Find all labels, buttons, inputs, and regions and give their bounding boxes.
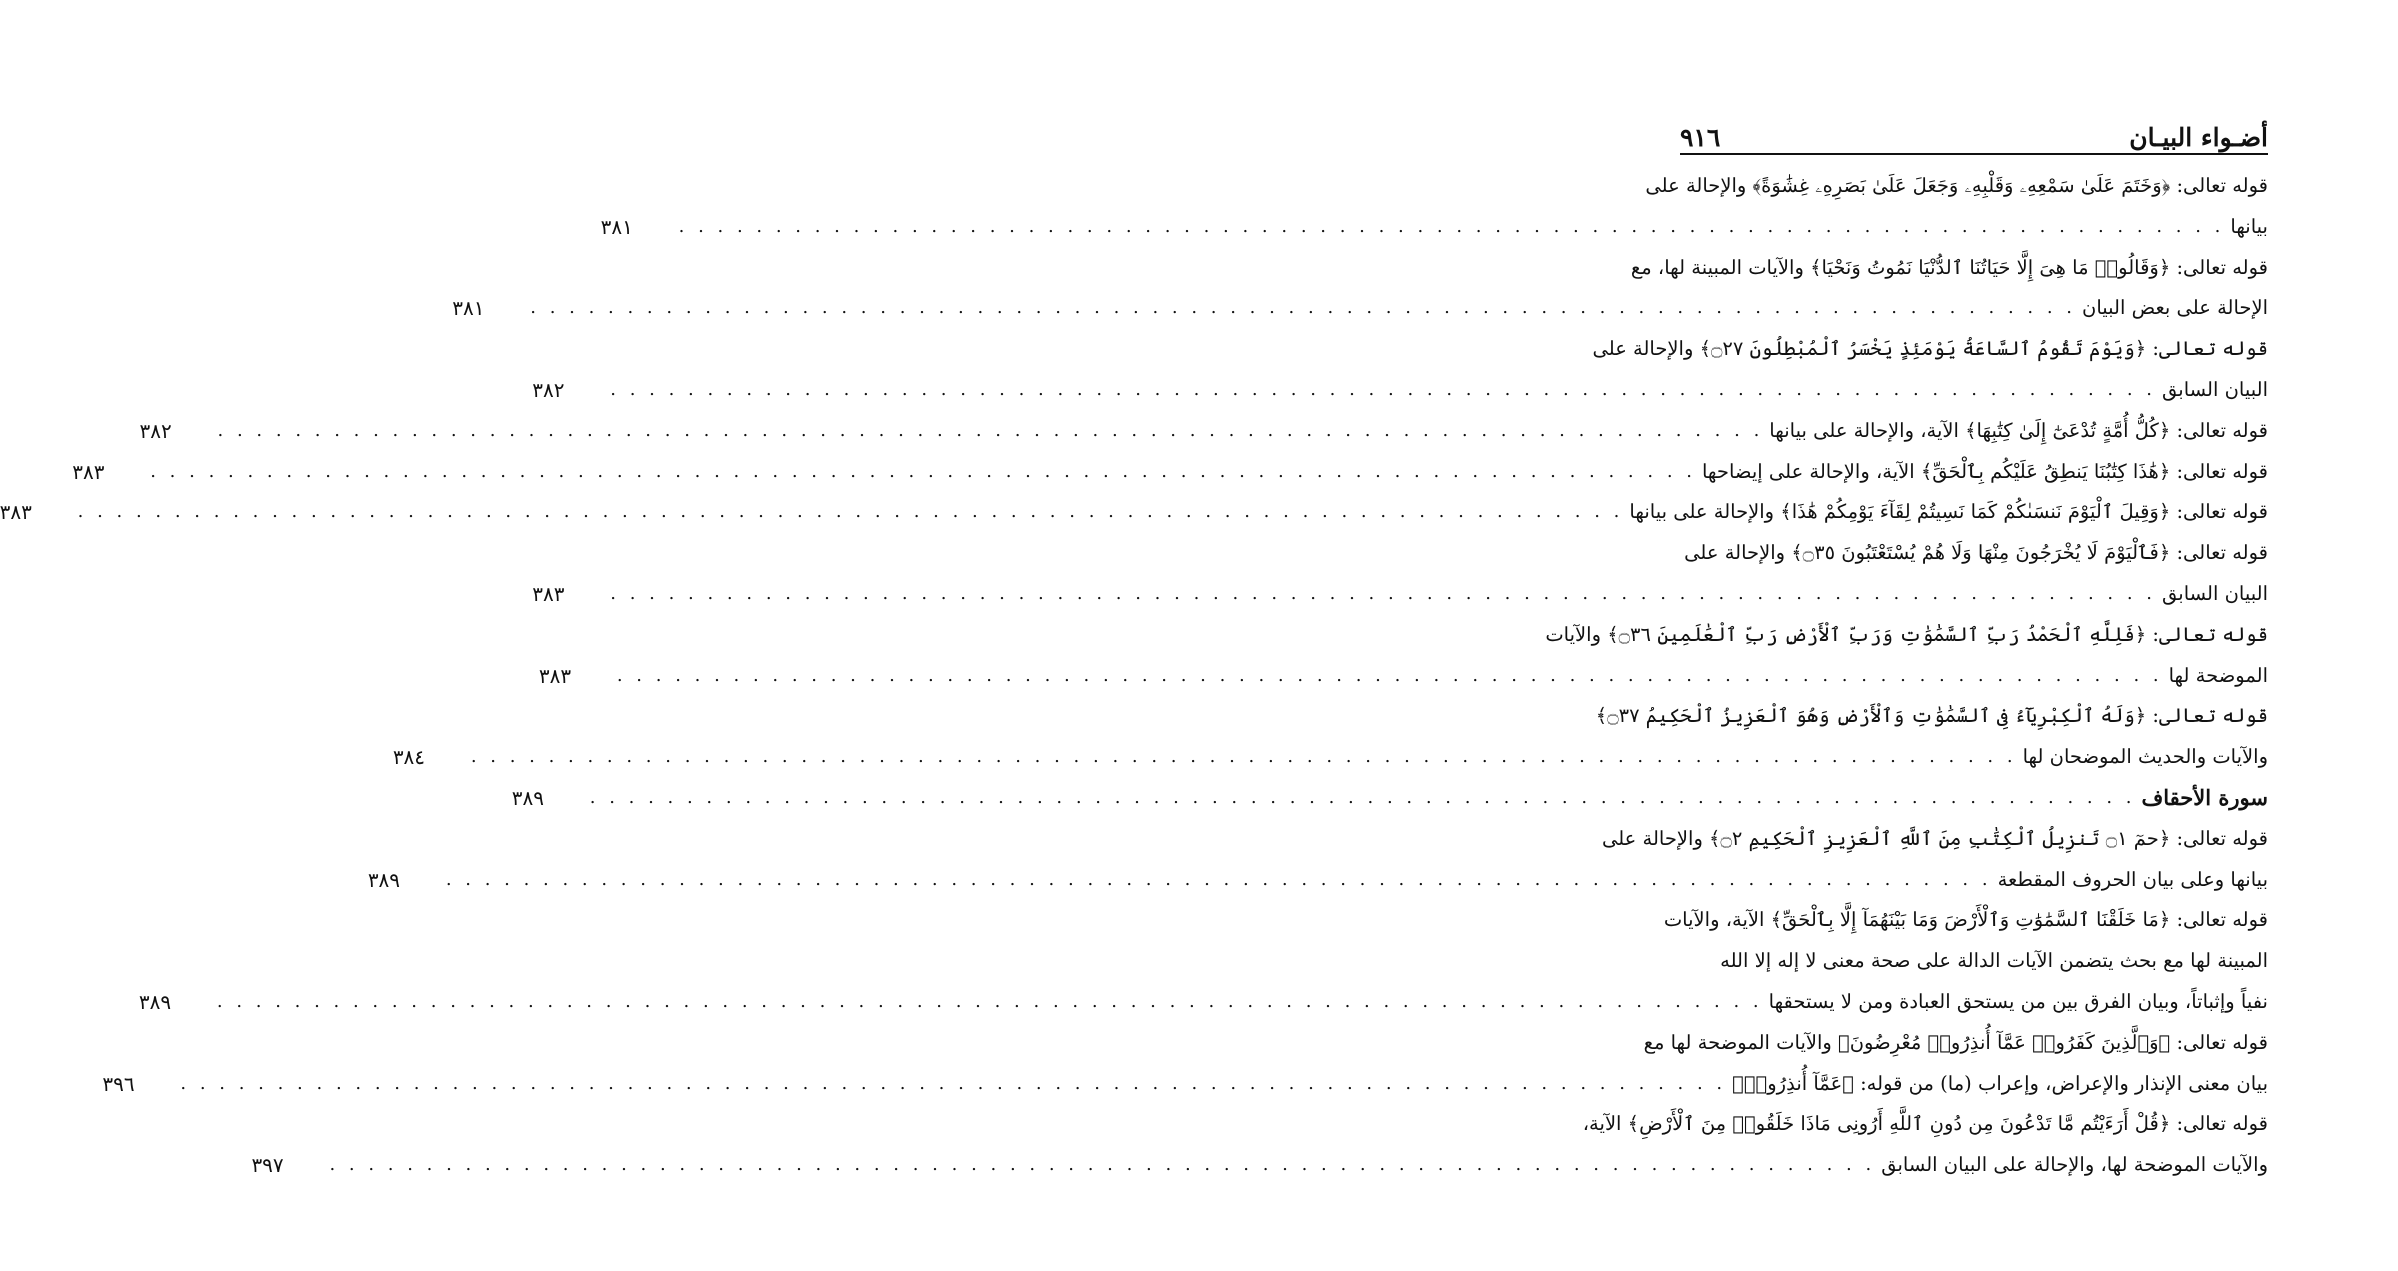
entry-page-number: ٣٨٢ — [139, 418, 172, 443]
toc-entry[interactable] — [392, 696, 2268, 778]
entry-last-line — [600, 207, 2268, 248]
entry-text: البيان السابق — [2162, 581, 2268, 605]
entry-text: والآيات والحديث الموضحان لها — [2022, 745, 2268, 769]
toc-entry[interactable] — [452, 248, 2268, 330]
entry-text: بيانها — [2230, 214, 2268, 238]
entry-text: قوله تعالى: ﴿كُلُّ أُمَّةٍ تُدْعَىٰٓ إِلَىٰ كِتَٰبِهَا﴾ الآية، والإحالة على بيانها — [1769, 418, 2268, 442]
toc-entry[interactable] — [72, 452, 2268, 493]
toc-entry[interactable] — [102, 1023, 2268, 1105]
entry-text: نفياً وإثباتاً، وبيان الفرق بين من يستحق العبادة ومن لا يستحقها — [1768, 989, 2268, 1013]
toc-entry[interactable] — [139, 411, 2268, 452]
entry-text-line: قوله تعالى: ﴿مَا خَلَقْنَا ٱلسَّمَٰوَٰتِ وَٱلْأَرْضَ وَمَا بَيْنَهُمَآ إِلَّا بِٱلْحَقِّ﴾ الآية، والآيات — [1663, 908, 2268, 932]
book-title: أضـواء البيـان — [2129, 123, 2268, 152]
dot-leader: . . . . . . . . . . . . . . . . . . . . . . . . . . . . . . . . . . . . . . . . . . . . . . . . . . . . . . . . . . . . . . . . . . . . . . . . . . . . . . . . — [678, 215, 2225, 237]
entry-text: البيان السابق — [2162, 377, 2268, 401]
dot-leader: . . . . . . . . . . . . . . . . . . . . . . . . . . . . . . . . . . . . . . . . . . . . . . . . . . . . . . . . . . . . . . . . . . . . . . . . . . . . . . . . — [445, 868, 1992, 890]
entry-text: بيانها وعلى بيان الحروف المقطعة — [1997, 867, 2268, 891]
entry-page-number: ٣٨٩ — [367, 867, 401, 892]
entry-page-number: ٣٨١ — [600, 214, 633, 239]
entry-page-number: ٣٩٧ — [251, 1153, 284, 1178]
page-header — [1680, 112, 2268, 152]
entry-page-number: ٣٨٣ — [72, 459, 105, 484]
entry-text-line: قوله تعالى: ﴿وَقَالُوا۟ مَا هِىَ إِلَّا حَيَاتُنَا ٱلدُّنْيَا نَمُوتُ وَنَحْيَا﴾ والآيات المبينة لها، مع — [1630, 255, 2268, 279]
entry-text-line: قوله تعالى: ﴿فَلِلَّهِ ٱلْحَمْدُ رَبِّ ٱلسَّمَٰوَٰتِ وَرَبِّ ٱلْأَرْضِ رَبِّ ٱلْعَٰلَمِينَ ۝٣٦﴾ والآيات — [1545, 622, 2268, 646]
entry-last-line — [139, 411, 2268, 452]
dot-leader: . . . . . . . . . . . . . . . . . . . . . . . . . . . . . . . . . . . . . . . . . . . . . . . . . . . . . . . . . . . . . . . . . . . . . . . . . . . . . . . . — [180, 1072, 1727, 1094]
entry-last-line — [392, 737, 2268, 778]
toc-entry[interactable] — [538, 615, 2268, 697]
entry-text: قوله تعالى: ﴿وَقِيلَ ٱلْيَوْمَ نَنسَىٰكُمْ كَمَا نَسِيتُمْ لِقَآءَ يَوْمِكُمْ هَٰذَا﴾ والإحالة على بيانها — [1629, 500, 2268, 524]
toc-entry[interactable] — [600, 166, 2268, 248]
entry-last-line — [511, 778, 2268, 819]
toc-entry[interactable] — [532, 329, 2268, 411]
table-of-contents — [0, 166, 2268, 1186]
entry-text: الإحالة على بعض البيان — [2082, 296, 2268, 320]
entry-page-number: ٣٨٤ — [392, 745, 426, 770]
entry-page-number: ٣٨١ — [452, 296, 485, 321]
toc-entry[interactable] — [251, 1104, 2268, 1186]
entry-page-number: ٣٩٦ — [102, 1071, 135, 1096]
header-rule — [1680, 153, 2268, 155]
dot-leader: . . . . . . . . . . . . . . . . . . . . . . . . . . . . . . . . . . . . . . . . . . . . . . . . . . . . . . . . . . . . . . . . . . . . . . . . . . . . . . . . — [329, 1154, 1876, 1176]
entry-page-number: ٣٨٩ — [511, 785, 544, 810]
entry-last-line — [367, 860, 2268, 901]
dot-leader: . . . . . . . . . . . . . . . . . . . . . . . . . . . . . . . . . . . . . . . . . . . . . . . . . . . . . . . . . . . . . . . . . . . . . . . . . . . . . . . . — [610, 378, 2157, 400]
toc-entry[interactable] — [0, 492, 2268, 533]
entry-last-line — [251, 1145, 2268, 1186]
entry-text: والآيات الموضحة لها، والإحالة على البيان السابق — [1881, 1153, 2268, 1177]
entry-text-line: قوله تعالى: ﴿وَٱلَّذِينَ كَفَرُوا۟ عَمَّآ أُنذِرُوا۟ مُعْرِضُونَ﴾ والآيات الموضحة لها مع — [1643, 1030, 2268, 1054]
dot-leader: . . . . . . . . . . . . . . . . . . . . . . . . . . . . . . . . . . . . . . . . . . . . . . . . . . . . . . . . . . . . . . . . . . . . . . . . . . . . . . . . — [589, 786, 2136, 808]
toc-entry[interactable] — [138, 900, 2268, 1022]
toc-entry[interactable] — [367, 819, 2268, 901]
dot-leader: . . . . . . . . . . . . . . . . . . . . . . . . . . . . . . . . . . . . . . . . . . . . . . . . . . . . . . . . . . . . . . . . . . . . . . . . . . . . . . . . — [530, 297, 2077, 319]
entry-last-line — [532, 370, 2268, 411]
dot-leader: . . . . . . . . . . . . . . . . . . . . . . . . . . . . . . . . . . . . . . . . . . . . . . . . . . . . . . . . . . . . . . . . . . . . . . . . . . . . . . . . — [610, 582, 2157, 604]
entry-text: قوله تعالى: ﴿هَٰذَا كِتَٰبُنَا يَنطِقُ عَلَيْكُم بِٱلْحَقِّ﴾ الآية، والإحالة على إيضاحها — [1701, 459, 2268, 483]
entry-page-number: ٣٨٣ — [0, 500, 32, 525]
dot-leader: . . . . . . . . . . . . . . . . . . . . . . . . . . . . . . . . . . . . . . . . . . . . . . . . . . . . . . . . . . . . . . . . . . . . . . . . . . . . . . . . — [216, 990, 1763, 1012]
dot-leader: . . . . . . . . . . . . . . . . . . . . . . . . . . . . . . . . . . . . . . . . . . . . . . . . . . . . . . . . . . . . . . . . . . . . . . . . . . . . . . . . — [616, 664, 2163, 686]
entry-last-line — [538, 656, 2268, 697]
entry-last-line — [532, 574, 2268, 615]
entry-text: الموضحة لها — [2168, 663, 2268, 687]
page-number: ٩١٦ — [1680, 123, 1721, 152]
entry-text-line: قوله تعالى: ﴿وَيَوْمَ تَقُومُ ٱلسَّاعَةُ يَوْمَئِذٍ يَخْسَرُ ٱلْمُبْطِلُونَ ۝٢٧﴾ والإحالة على — [1592, 337, 2268, 361]
surah-heading: سورة الأحقاف — [2141, 784, 2268, 810]
dot-leader: . . . . . . . . . . . . . . . . . . . . . . . . . . . . . . . . . . . . . . . . . . . . . . . . . . . . . . . . . . . . . . . . . . . . . . . . . . . . . . . . — [217, 419, 1764, 441]
entry-last-line — [452, 288, 2268, 329]
entry-text-line: قوله تعالى: ﴿وَخَتَمَ عَلَىٰ سَمْعِهِۦ وَقَلْبِهِۦ وَجَعَلَ عَلَىٰ بَصَرِهِۦ غِشَٰوَةً﴾ والإحالة على — [1645, 174, 2268, 197]
entry-page-number: ٣٨٢ — [532, 377, 565, 402]
toc-entry[interactable] — [532, 533, 2268, 615]
entry-text-line: قوله تعالى: ﴿حمٓ ۝١ تَنزِيلُ ٱلْكِتَٰبِ مِنَ ٱللَّهِ ٱلْعَزِيزِ ٱلْحَكِيمِ ۝٢﴾ والإحالة على — [1601, 826, 2268, 850]
entry-page-number: ٣٨٣ — [538, 663, 572, 688]
entry-page-number: ٣٨٩ — [138, 989, 172, 1014]
entry-text: بيان معنى الإنذار والإعراض، وإعراب (ما) من قوله: ﴿عَمَّآ أُنذِرُوا۟﴾ — [1732, 1071, 2268, 1095]
entry-last-line — [0, 492, 2268, 533]
dot-leader: . . . . . . . . . . . . . . . . . . . . . . . . . . . . . . . . . . . . . . . . . . . . . . . . . . . . . . . . . . . . . . . . . . . . . . . . . . . . . . . . — [77, 501, 1624, 523]
dot-leader: . . . . . . . . . . . . . . . . . . . . . . . . . . . . . . . . . . . . . . . . . . . . . . . . . . . . . . . . . . . . . . . . . . . . . . . . . . . . . . . . — [150, 460, 1696, 482]
entry-text-line: قوله تعالى: ﴿فَٱلْيَوْمَ لَا يُخْرَجُونَ مِنْهَا وَلَا هُمْ يُسْتَعْتَبُونَ ۝٣٥﴾ والإحالة على — [1684, 541, 2268, 565]
dot-leader: . . . . . . . . . . . . . . . . . . . . . . . . . . . . . . . . . . . . . . . . . . . . . . . . . . . . . . . . . . . . . . . . . . . . . . . . . . . . . . . . — [470, 746, 2017, 768]
toc-entry[interactable] — [511, 778, 2268, 819]
entry-text-line: المبينة لها مع بحث يتضمن الآيات الدالة على صحة معنى لا إله إلا الله — [1720, 949, 2268, 973]
entry-last-line — [138, 982, 2268, 1023]
entry-page-number: ٣٨٣ — [532, 581, 565, 606]
entry-last-line — [72, 452, 2268, 493]
entry-text-line: قوله تعالى: ﴿قُلْ أَرَءَيْتُم مَّا تَدْعُونَ مِن دُونِ ٱللَّهِ أَرُونِى مَاذَا خَلَقُوا۟ مِنَ ٱلْأَرْضِ﴾ الآية، — [1582, 1112, 2268, 1136]
entry-last-line — [102, 1064, 2268, 1105]
entry-text-line: قوله تعالى: ﴿وَلَهُ ٱلْكِبْرِيَآءُ فِى ٱلسَّمَٰوَٰتِ وَٱلْأَرْضِ وَهُوَ ٱلْعَزِيزُ ٱلْحَكِيمُ ۝٣٧﴾ — [1595, 704, 2268, 728]
